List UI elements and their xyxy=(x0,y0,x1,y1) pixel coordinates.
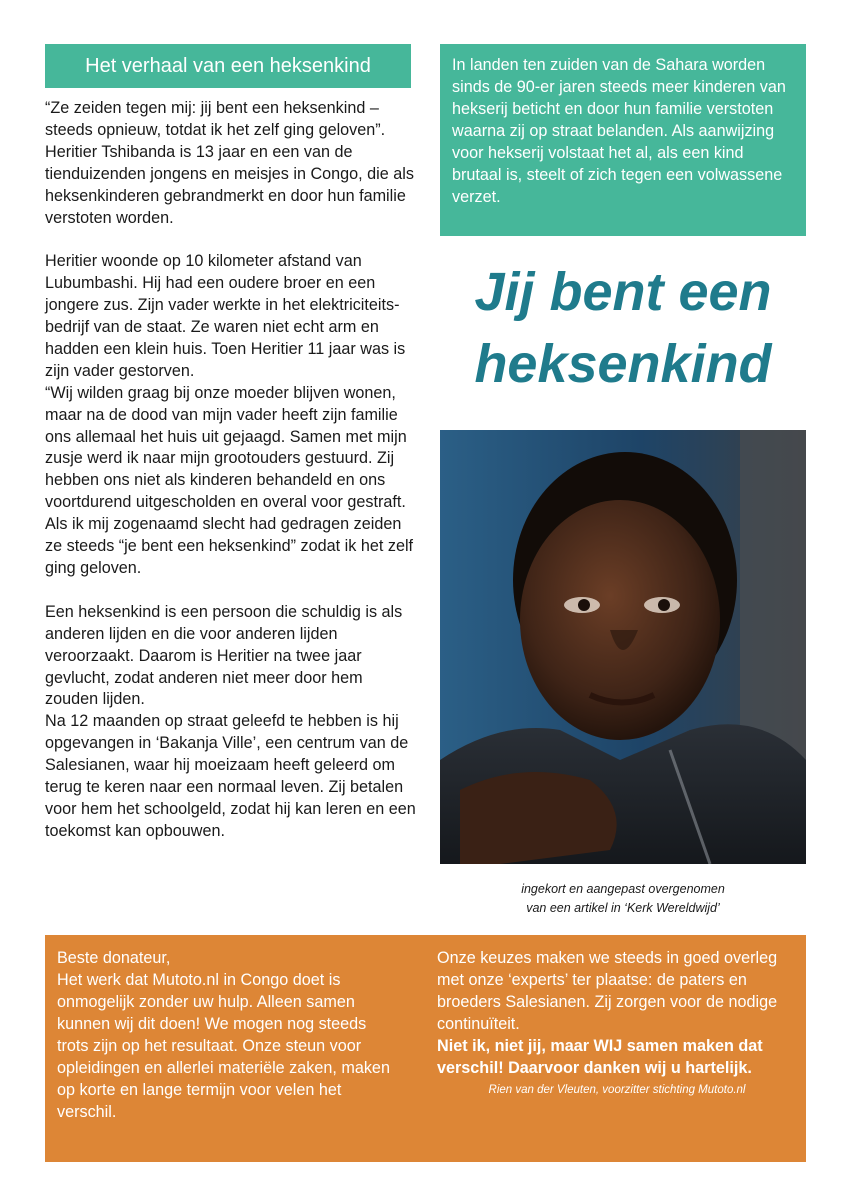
donor-message-right xyxy=(437,947,797,1099)
headline-line-2: heksenkind xyxy=(474,334,772,394)
caption-line-1: ingekort en aangepast overgenomen xyxy=(521,882,725,896)
story-paragraph-5: Na 12 maanden op straat geleefd te hebben is hij opgevangen in ‘Bakanja Ville’, een centrum van de Salesianen, waar hij moeizaam heeft geleerd om terug te keren naar een normaal leven. Zij betalen voor hem het schoolgeld, zodat hij kan leren en een toekomst kan opbouwen. xyxy=(45,712,416,840)
photo-caption xyxy=(440,880,806,918)
partners-text: Onze keuzes maken we steeds in goed overleg met onze ‘experts’ ter plaatse: de paters en broeders Salesianen. Zij zorgen voor de nodige continuïteit. xyxy=(437,949,778,1033)
story-paragraph-2: Heritier woonde op 10 kilometer afstand van Lubumbashi. Hij had een oudere broer en een jongere zus. Zijn vader werkte in het elektriciteits-bedrijf van de staat. Ze waren niet echt arm en hadden een klein huis. Toen Heritier 11 jaar was is zijn vader gestorven. xyxy=(45,252,406,380)
intro-text: In landen ten zuiden van de Sahara worden sinds de 90-er jaren steeds meer kinderen van hekserij beticht en door hun familie verstoten waarna zij op straat belanden. Als aanwijzing voor hekserij volstaat het al, als een kind brutaal is, steelt of zich tegen een volwassene verzet. xyxy=(452,56,786,206)
portrait-photo xyxy=(440,430,806,864)
story-column xyxy=(45,98,417,843)
thank-you-text: Niet ik, niet jij, maar WIJ samen maken dat verschil! Daarvoor danken wij u hartelijk. xyxy=(437,1037,763,1077)
donor-greeting: Beste donateur, xyxy=(57,949,171,967)
headline-line-1: Jij bent een xyxy=(474,262,772,322)
caption-line-2: van een artikel in ‘Kerk Wereldwijd’ xyxy=(526,901,720,915)
signature: Rien van der Vleuten, voorzitter stichting Mutoto.nl xyxy=(488,1084,746,1096)
donor-message-body: Het werk dat Mutoto.nl in Congo doet is onmogelijk zonder uw hulp. Alleen samen kunnen wij dit doen! We mogen nog steeds trots zijn op het resultaat. Onze steun voor opleidingen en allerlei materiële zaken, maken op korte en lange termijn voor velen het verschil. xyxy=(57,971,390,1121)
intro-box xyxy=(440,44,806,236)
story-paragraph-1: “Ze zeiden tegen mij: jij bent een heksenkind – steeds opnieuw, totdat ik het zelf ging geloven”. Heritier Tshibanda is 13 jaar en een van de tienduizenden jongens en meisjes in Congo, die als heksenkinderen gebrandmerkt en door hun familie verstoten worden. xyxy=(45,99,414,227)
donor-message-left xyxy=(57,947,402,1123)
section-title: Het verhaal van een heksenkind xyxy=(45,44,411,88)
story-paragraph-3: “Wij wilden graag bij onze moeder blijven wonen, maar na de dood van mijn vader heeft zijn familie ons allemaal het huis uit gejaagd. Samen met mijn zusje werd ik naar mijn grootouders gestuurd. Zij hebben ons niet als kinderen behandeld en ons voortdurend uitgescholden en overal voor gestraft. Als ik mij zogenaamd slecht had gedragen zeiden ze steeds “je bent een heksenkind” zodat ik het zelf ging geloven. xyxy=(45,383,414,578)
headline xyxy=(440,256,806,400)
donor-message-box xyxy=(45,935,806,1162)
story-paragraph-4: Een heksenkind is een persoon die schuldig is als anderen lijden en die voor anderen lijden veroorzaakt. Daarom is Heritier na twee jaar gevlucht, zodat anderen niet meer door hem zouden lijden. xyxy=(45,602,403,709)
